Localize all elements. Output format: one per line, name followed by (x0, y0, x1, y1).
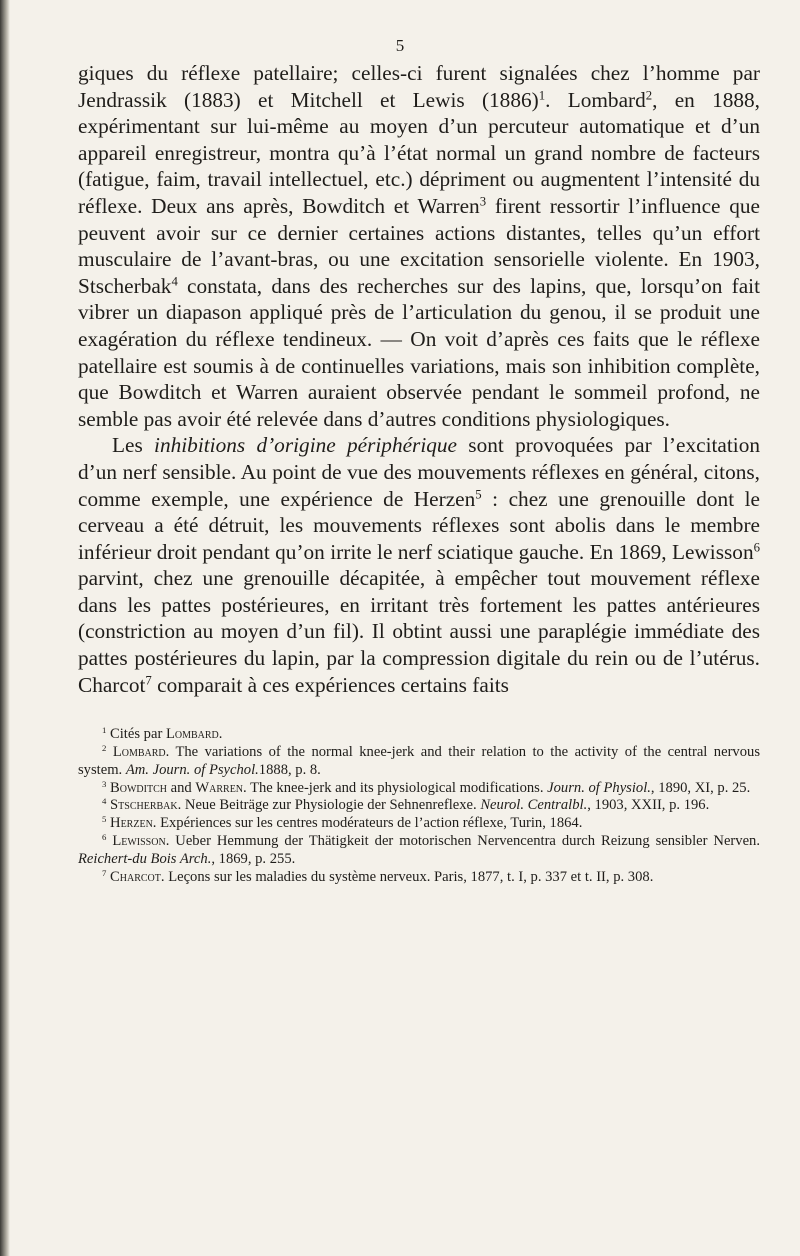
text-run: 1888, p. 8. (258, 761, 321, 778)
text-run: : chez une grenouille dont le cerveau a été détruit, les mouvements réflexes sont abolis dans le membre inférieur droit pendant qu’on irrite le nerf sciatique gauche. En 1869, Lewisson (78, 486, 760, 564)
text-run: . (218, 726, 223, 743)
author-name: Herzen (110, 815, 153, 832)
author-name: Stscherbak (110, 797, 178, 814)
text-run: . Ueber Hemmung der Thätigkeit der motorischen Nervencentra durch Reizung sensibler Nerven. (165, 833, 761, 850)
text-run: , 1903, XXII, p. 196. (587, 797, 710, 814)
paragraph (78, 432, 760, 698)
text-run: Cités par (106, 726, 166, 743)
text-run: giques du réflexe patellaire; celles-ci furent signalées chez l’homme par Jendrassik (1883) et Mitchell et Lewis (1886) (78, 61, 760, 112)
text-run: comparait à ces expériences certains faits (151, 672, 509, 697)
text-run: . Lombard (545, 87, 646, 112)
footnote-marker: 1 (538, 87, 546, 102)
author-name: Lewisson (112, 833, 166, 850)
text-run: . The knee-jerk and its physiological modifications. (243, 779, 548, 796)
author-name: Bowditch (110, 779, 167, 796)
footnote (78, 780, 760, 798)
footnote-marker: 1 (102, 725, 107, 735)
footnote (78, 869, 760, 887)
text-run: . Leçons sur les maladies du système nerveux. Paris, 1877, t. I, p. 337 et t. II, p. 308. (160, 868, 654, 885)
text-run: , en 1888, expérimentant sur lui-même au moyen d’un percuteur automatique et d’un appareil enregistreur, montra qu’à l’état normal un grand nombre de facteurs (fatigue, faim, travail intellectuel, etc.) dépriment ou augmentent l’intensité du réflexe. Deux ans après, Bowditch et Warren (78, 87, 760, 218)
footnote-marker: 4 (102, 796, 107, 807)
author-name: Lombard (112, 744, 166, 761)
author-name: Lombard (165, 726, 219, 743)
footnote-marker: 5 (102, 813, 107, 824)
text-run: constata, dans des recherches sur des lapins, que, lorsqu’on fait vibrer un diapason appliqué près de l’articulation du genou, il se produit une exagération du réflexe tendineux. — On voit d’après ces faits que le réflexe patellaire est soumis à de continuelles variations, mais son inhibition complète, que Bowditch et Warren auraient observée pendant le sommeil profond, ne semble pas avoir été relevée dans d’autres conditions physiologiques. (78, 273, 760, 431)
text-run: parvint, chez une grenouille décapitée, à empêcher tout mouvement réflexe dans les pattes postérieures, en irritant très fortement les pattes antérieures (constriction au moyen d’un fil). Il obtint aussi une paraplégie immédiate des pattes postérieures du lapin, par la compression digitale du rein ou de l’utérus. Charcot (78, 566, 760, 697)
footnote (78, 797, 760, 815)
italic-text: inhibitions d’origine périphérique (154, 433, 457, 458)
footnote-marker: 7 (102, 867, 107, 878)
text-run: sont provoquées par l’excitation d’un nerf sensible. Au point de vue des mouvements réflexes en général, citons, comme exemple, une expérience de Herzen (78, 433, 760, 511)
footnote-marker: 2 (645, 87, 653, 102)
footnote-marker: 6 (102, 831, 107, 842)
footnote (78, 833, 760, 869)
footnote-marker: 3 (102, 778, 107, 789)
footnote-marker: 4 (171, 274, 178, 289)
author-name: Warren (195, 779, 244, 796)
text-run: . The variations of the normal knee-jerk and their relation to the activity of the central nervous system. (78, 744, 760, 778)
text-run: firent ressortir l’influence que peuvent avoir sur ce dernier certaines actions distantes, telles qu’un effort musculaire de l’avant-bras, ou une excitation sensorielle violente. En 1903, Stscherbak (78, 193, 760, 298)
paragraph (78, 60, 760, 432)
footnote-marker: 5 (475, 486, 482, 501)
text-run: . Expériences sur les centres modérateurs de l’action réflexe, Turin, 1864. (152, 815, 583, 832)
footnotes (78, 726, 760, 886)
footnote-marker: 7 (145, 673, 152, 687)
italic-text: Neurol. Centralbl. (480, 797, 588, 814)
footnote-marker: 3 (479, 194, 487, 209)
footnote-marker: 6 (753, 540, 760, 555)
text-run: , 1869, p. 255. (211, 850, 296, 867)
italic-text: Reichert-du Bois Arch. (78, 850, 212, 867)
text-run: . Neue Beiträge zur Physiologie der Sehnenreflexe. (177, 797, 481, 814)
italic-text: Journ. of Physiol. (547, 779, 651, 796)
text-run: , 1890, XI, p. 25. (650, 779, 751, 796)
author-name: Charcot (110, 868, 161, 885)
text-run: Les (112, 433, 155, 458)
footnote (78, 744, 760, 780)
body-text (78, 60, 760, 698)
footnote (78, 815, 760, 833)
page-number: 5 (395, 36, 405, 55)
text-run: and (166, 779, 196, 796)
footnote (78, 726, 760, 744)
footnote-marker: 2 (102, 742, 107, 753)
italic-text: Am. Journ. of Psychol. (125, 761, 259, 778)
